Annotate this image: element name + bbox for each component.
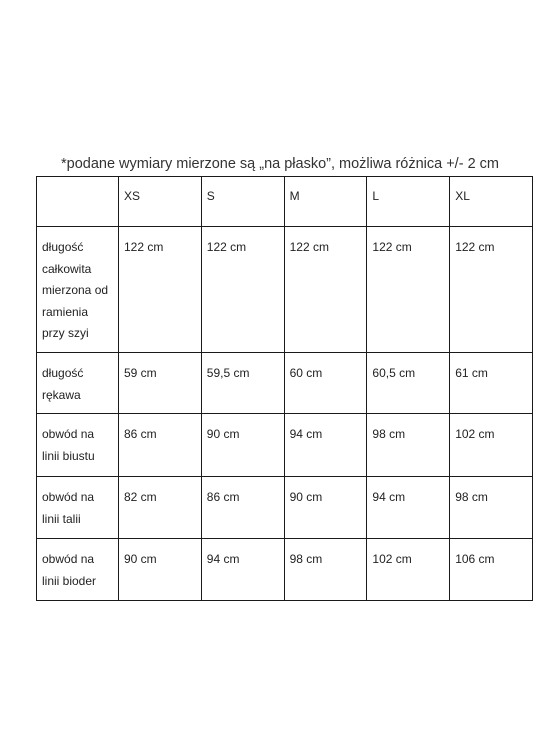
table-cell: 59 cm [119,353,202,414]
table-cell: 122 cm [450,227,533,353]
table-cell: 122 cm [367,227,450,353]
row-label-sleeve-length: długość rękawa [37,353,119,414]
table-cell: 82 cm [119,477,202,539]
table-row [37,353,533,414]
table-cell: 106 cm [450,539,533,601]
table-cell: 98 cm [284,539,367,601]
table-cell: 122 cm [119,227,202,353]
measurement-note: *podane wymiary mierzone są „na płasko”, możliwa różnica +/- 2 cm [61,156,499,172]
table-cell: 59,5 cm [201,353,284,414]
header-cell-empty [37,177,119,227]
size-chart-table [36,176,533,601]
table-header-row [37,177,533,227]
header-cell-xl: XL [450,177,533,227]
row-label-waist: obwód na linii talii [37,477,119,539]
header-cell-s: S [201,177,284,227]
row-label-hips: obwód na linii bioder [37,539,119,601]
header-cell-l: L [367,177,450,227]
row-label-bust: obwód na linii biustu [37,414,119,477]
table-row [37,227,533,353]
table-row [37,414,533,477]
table-cell: 122 cm [284,227,367,353]
table-cell: 102 cm [450,414,533,477]
header-cell-m: M [284,177,367,227]
table-row [37,477,533,539]
table-cell: 86 cm [201,477,284,539]
table-cell: 98 cm [367,414,450,477]
table-cell: 102 cm [367,539,450,601]
table-cell: 122 cm [201,227,284,353]
table-cell: 60 cm [284,353,367,414]
table-cell: 98 cm [450,477,533,539]
table-row [37,539,533,601]
table-cell: 90 cm [201,414,284,477]
row-label-total-length: długość całkowita mierzona od ramienia przy szyi [37,227,119,353]
table-cell: 94 cm [201,539,284,601]
table-cell: 94 cm [367,477,450,539]
header-cell-xs: XS [119,177,202,227]
table-cell: 86 cm [119,414,202,477]
table-cell: 60,5 cm [367,353,450,414]
table-cell: 61 cm [450,353,533,414]
table-cell: 94 cm [284,414,367,477]
table-cell: 90 cm [119,539,202,601]
table-cell: 90 cm [284,477,367,539]
